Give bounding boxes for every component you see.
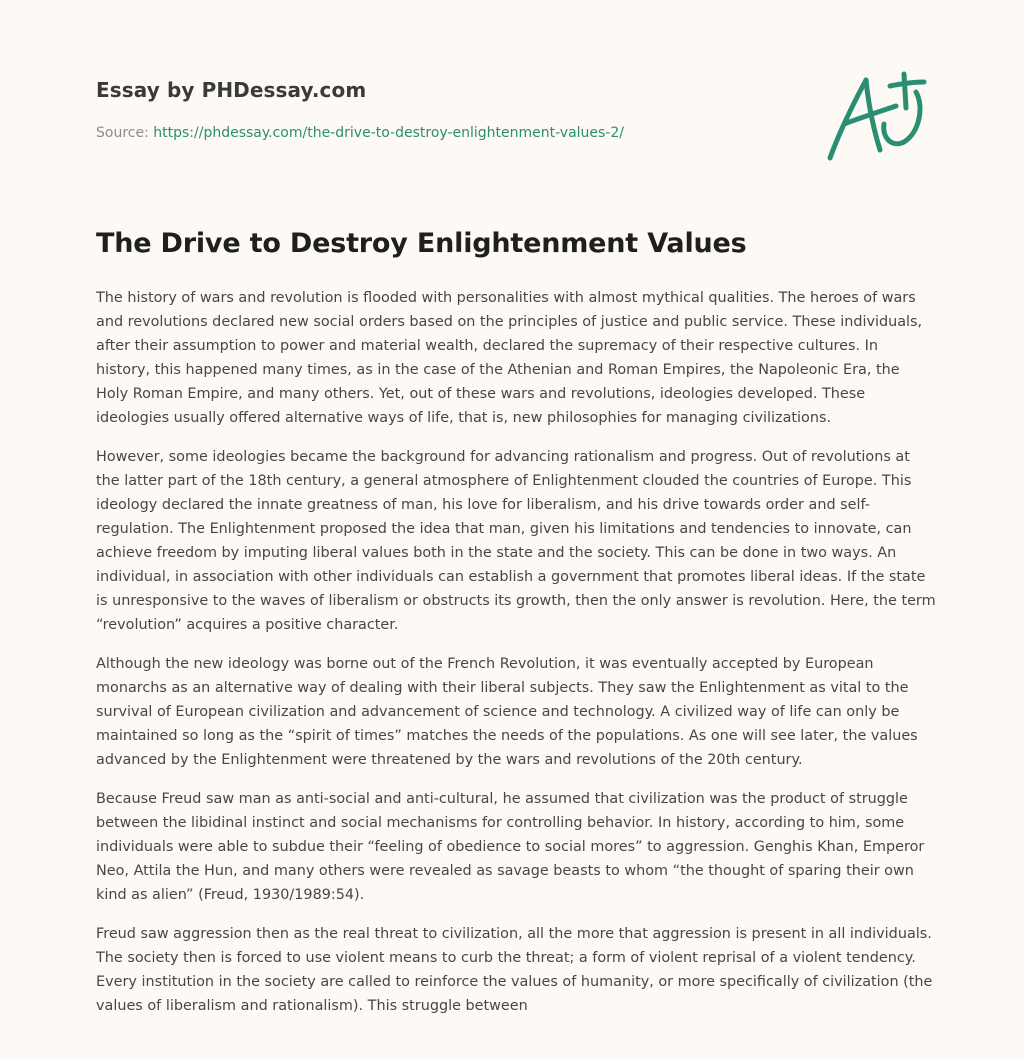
a-plus-logo-icon [820, 66, 930, 166]
essay-header [96, 76, 796, 143]
essay-body [96, 286, 936, 1033]
source-line [96, 123, 796, 143]
essay-paragraph: The history of wars and revolution is flooded with personalities with almost mythical qualities. The heroes of wars and revolutions declared new social orders based on the principles of justice and public service. These individuals, after their assumption to power and material wealth, declared the supremacy of their respective cultures. In history, this happened many times, as in the case of the Athenian and Roman Empires, the Napoleonic Era, the Holy Roman Empire, and many others. Yet, out of these wars and revolutions, ideologies developed. These ideologies usually offered alternative ways of life, that is, new philosophies for managing civilizations. [96, 290, 923, 426]
essay-title: The Drive to Destroy Enlightenment Values [96, 228, 747, 259]
source-link[interactable]: https://phdessay.com/the-drive-to-destroy-enlightenment-values-2/ [153, 125, 624, 141]
essay-paragraph: However, some ideologies became the background for advancing rationalism and progress. Out of revolutions at the latter part of the 18th century, a general atmosphere of Enlightenment clouded the countries of Europe. This ideology declared the innate greatness of man, his love for liberalism, and his drive towards order and self-regulation. The Enlightenment proposed the idea that man, given his limitations and tendencies to innovate, can achieve freedom by imputing liberal values both in the state and the society. This can be done in two ways. An individual, in association with other individuals can establish a government that promotes liberal ideas. If the state is unresponsive to the waves of liberalism or obstructs its growth, then the only answer is revolution. Here, the term “revolution” acquires a positive character. [96, 449, 936, 633]
essay-paragraph: Because Freud saw man as anti-social and anti-cultural, he assumed that civilization was the product of struggle between the libidinal instinct and social mechanisms for controlling behavior. In history, according to him, some individuals were able to subdue their “feeling of obedience to social mores” to aggression. Genghis Khan, Emperor Neo, Attila the Hun, and many others were revealed as savage beasts to whom “the thought of sparing their own kind as alien” (Freud, 1930/1989:54). [96, 791, 925, 903]
essay-paragraph: Although the new ideology was borne out of the French Revolution, it was eventually accepted by European monarchs as an alternative way of dealing with their liberal subjects. They saw the Enlightenment as vital to the survival of European civilization and advancement of science and technology. A civilized way of life can only be maintained so long as the “spirit of times” matches the needs of the populations. As one will see later, the values advanced by the Enlightenment were threatened by the wars and revolutions of the 20th century. [96, 656, 918, 768]
source-label: Source: [96, 125, 149, 141]
site-title: Essay by PHDessay.com [96, 78, 367, 102]
essay-paragraph: Freud saw aggression then as the real threat to civilization, all the more that aggression is present in all individuals. The society then is forced to use violent means to curb the threat; a form of violent reprisal of a violent tendency. Every institution in the society are called to reinforce the values of humanity, or more specifically of civilization (the values of liberalism and rationalism). This struggle between [96, 926, 933, 1014]
